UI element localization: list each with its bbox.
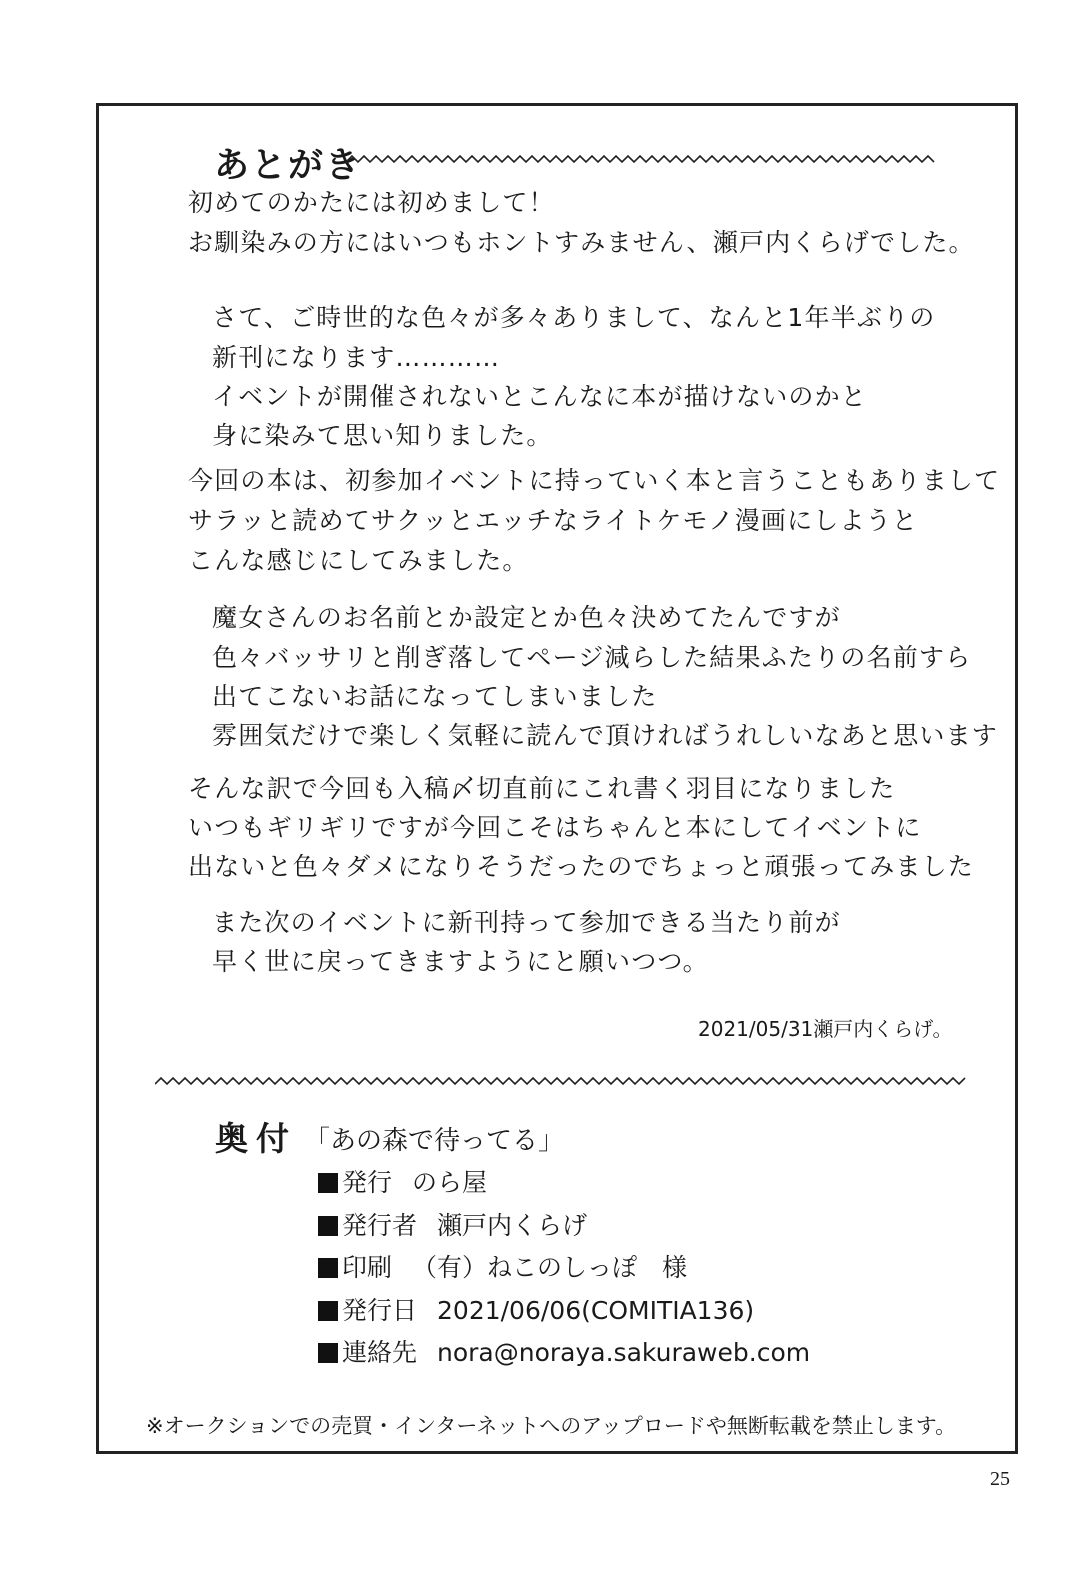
afterword-line: 色々バッサリと削ぎ落してページ減らした結果ふたりの名前すら [212,643,972,672]
page-number: 25 [990,1468,1010,1490]
colophon-label: 発行者 [342,1211,418,1240]
afterword-line: 初めてのかたには初めまして！ [188,188,555,217]
afterword-line: 身に染みて思い知りました。 [212,421,553,450]
colophon-label: 発行 [342,1168,393,1197]
colophon-label: 連絡先 [342,1338,418,1367]
square-bullet-icon [318,1343,338,1363]
wavy-divider-bottom [155,1072,967,1090]
colophon-row [318,1248,687,1284]
colophon-label: 発行日 [342,1296,418,1325]
wavy-divider-top [346,150,938,168]
square-bullet-icon [318,1173,338,1193]
colophon-value: 2021/06/06(COMITIA136) [437,1296,755,1325]
colophon-title: 奥付 [215,1119,297,1158]
afterword-line: 今回の本は、初参加イベントに持っていく本と言うこともありまして [188,466,1001,495]
square-bullet-icon [318,1216,338,1236]
afterword-line: 雰囲気だけで楽しく気軽に読んで頂ければうれしいなあと思います [212,721,999,750]
colophon-row [318,1163,487,1199]
colophon-value: 瀬戸内くらげ [437,1211,588,1240]
afterword-line: さて、ご時世的な色々が多々ありまして、なんと1年半ぶりの [212,303,936,332]
afterword-line: こんな感じにしてみました。 [188,546,529,575]
afterword-line: 出てこないお話になってしまいました [212,682,658,711]
colophon-value: のら屋 [412,1168,488,1197]
square-bullet-icon [318,1258,338,1278]
afterword-line: 早く世に戻ってきますようにと願いつつ。 [212,947,709,976]
afterword-line: 新刊になります………… [212,343,501,372]
afterword-line: サラッと読めてサクッとエッチなライトケモノ漫画にしようと [188,506,919,535]
colophon-row [318,1291,754,1327]
colophon-value: nora@noraya.sakuraweb.com [437,1338,811,1367]
colophon-row [318,1333,810,1369]
zigzag-line [155,1078,965,1084]
reproduction-notice: ※オークションでの売買・インターネットへのアップロードや無断転載を禁止します。 [146,1414,957,1438]
colophon-label: 印刷 [342,1253,393,1282]
colophon-value: （有）ねこのしっぽ 様 [412,1253,688,1282]
afterword-line: また次のイベントに新刊持って参加できる当たり前が [212,908,841,937]
afterword-signature: 2021/05/31瀬戸内くらげ。 [698,1017,953,1041]
zigzag-line [346,156,934,162]
colophon-row [318,1206,587,1242]
colophon-book-title: 「あの森で待ってる」 [304,1126,565,1156]
afterword-line: イベントが開催されないとこんなに本が描けないのかと [212,382,868,411]
afterword-line: そんな訳で今回も入稿〆切直前にこれ書く羽目になりました [188,774,896,803]
square-bullet-icon [318,1301,338,1321]
afterword-line: お馴染みの方にはいつもホントすみません、瀬戸内くらげでした。 [188,228,975,257]
afterword-line: 魔女さんのお名前とか設定とか色々決めてたんですが [212,603,841,632]
afterword-line: 出ないと色々ダメになりそうだったのでちょっと頑張ってみました [188,852,975,881]
afterword-line: いつもギリギリですが今回こそはちゃんと本にしてイベントに [188,813,922,842]
afterword-heading: あとがき [214,146,363,186]
